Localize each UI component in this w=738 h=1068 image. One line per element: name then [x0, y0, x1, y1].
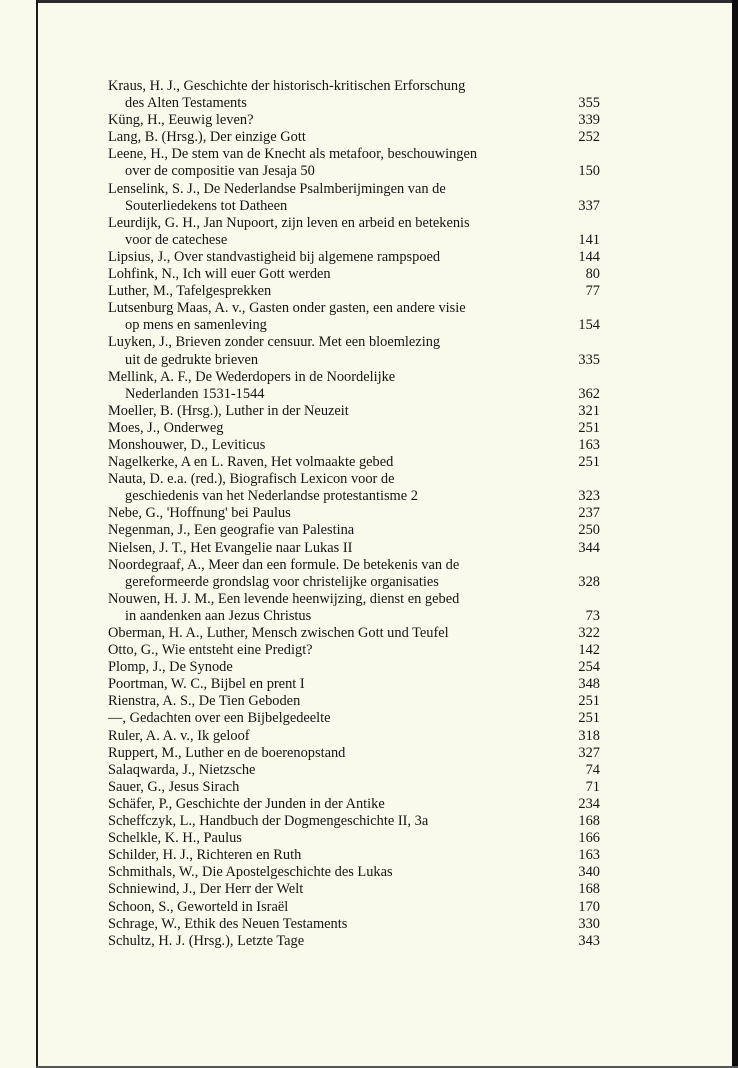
book-index-list: [108, 78, 600, 950]
index-entry: [108, 625, 600, 642]
entry-page-number: 328: [578, 573, 600, 590]
index-entry: [108, 642, 600, 659]
index-entry: [108, 454, 600, 471]
entry-page-number: 335: [578, 351, 600, 368]
entry-title: Nagelkerke, A en L. Raven, Het volmaakte gebed: [108, 454, 394, 471]
entry-title-continuation: geschiedenis van het Nederlandse protestantisme 2: [125, 488, 418, 505]
entry-page-number: 142: [578, 642, 600, 659]
entry-title: Moeller, B. (Hrsg.), Luther in der Neuzeit: [108, 402, 349, 419]
entry-title: Schelkle, K. H., Paulus: [108, 830, 242, 847]
entry-page-number: 168: [578, 813, 600, 830]
index-entry: [108, 420, 600, 437]
entry-title-continuation: over de compositie van Jesaja 50: [125, 163, 315, 180]
index-entry: [108, 779, 600, 796]
index-entry: [108, 471, 600, 505]
index-entry: [108, 283, 600, 300]
index-entry: [108, 916, 600, 933]
entry-title: Schrage, W., Ethik des Neuen Testaments: [108, 915, 348, 932]
entry-page-number: 251: [578, 710, 600, 727]
entry-page-number: 318: [578, 727, 600, 744]
entry-title: Monshouwer, D., Leviticus: [108, 436, 266, 453]
index-entry: [108, 728, 600, 745]
entry-page-number: 340: [578, 864, 600, 881]
entry-title: Schmithals, W., Die Apostelgeschichte des Lukas: [108, 864, 393, 881]
entry-page-number: 77: [585, 283, 600, 300]
index-entry: [108, 437, 600, 454]
index-entry: [108, 745, 600, 762]
entry-title: Poortman, W. C., Bijbel en prent I: [108, 676, 305, 693]
index-entry: [108, 215, 600, 249]
index-entry: [108, 334, 600, 368]
entry-title: Lang, B. (Hrsg.), Der einzige Gott: [108, 129, 306, 146]
entry-title: Scheffczyk, L., Handbuch der Dogmengeschichte II, 3a: [108, 813, 429, 830]
entry-title: —, Gedachten over een Bijbelgedeelte: [108, 710, 331, 727]
index-entry: [108, 830, 600, 847]
entry-page-number: 71: [585, 778, 600, 795]
entry-title: Lohfink, N., Ich will euer Gott werden: [108, 266, 331, 283]
entry-title: Schniewind, J., Der Herr der Welt: [108, 881, 304, 898]
index-entry: [108, 540, 600, 557]
entry-page-number: 251: [578, 419, 600, 436]
index-entry: [108, 881, 600, 898]
entry-title: Lipsius, J., Over standvastigheid bij algemene rampspoed: [108, 248, 441, 265]
entry-title: Leurdijk, G. H., Jan Nupoort, zijn leven en arbeid en betekenis: [108, 214, 470, 231]
entry-page-number: 251: [578, 454, 600, 471]
index-entry: [108, 659, 600, 676]
index-entry: [108, 112, 600, 129]
index-entry: [108, 813, 600, 830]
index-entry: [108, 522, 600, 539]
entry-title: Nebe, G., 'Hoffnung' bei Paulus: [108, 505, 291, 522]
entry-page-number: 348: [578, 676, 600, 693]
index-entry: [108, 266, 600, 283]
entry-title: Ruler, A. A. v., Ik geloof: [108, 727, 250, 744]
entry-title: Moes, J., Onderweg: [108, 419, 224, 436]
entry-title: Oberman, H. A., Luther, Mensch zwischen Gott und Teufel: [108, 625, 449, 641]
index-entry: [108, 933, 600, 950]
entry-title: Leene, H., De stem van de Knecht als metafoor, beschouwingen: [108, 146, 478, 163]
index-entry: [108, 591, 600, 625]
entry-title: Luther, M., Tafelgesprekken: [108, 283, 272, 300]
entry-page-number: 74: [585, 761, 600, 778]
entry-page-number: 362: [578, 385, 600, 402]
entry-page-number: 337: [578, 197, 600, 214]
entry-page-number: 252: [578, 129, 600, 146]
index-entry: [108, 249, 600, 266]
entry-title: Negenman, J., Een geografie van Palestina: [108, 522, 355, 539]
index-entry: [108, 403, 600, 420]
entry-page-number: 323: [578, 488, 600, 505]
entry-title: Salaqwarda, J., Nietzsche: [108, 761, 256, 778]
entry-title-continuation: gereformeerde grondslag voor christelijke organisaties: [125, 573, 439, 590]
entry-page-number: 144: [578, 248, 600, 265]
entry-title: Mellink, A. F., De Wederdopers in de Noordelijke: [108, 368, 396, 385]
entry-page-number: 150: [578, 163, 600, 180]
entry-title-continuation: in aandenken aan Jezus Christus: [125, 607, 312, 624]
scan-border-right: [732, 0, 738, 1068]
entry-page-number: 339: [578, 112, 600, 129]
entry-page-number: 355: [578, 95, 600, 112]
entry-title: Schäfer, P., Geschichte der Junden in der Antike: [108, 795, 385, 812]
entry-page-number: 168: [578, 881, 600, 898]
index-entry: [108, 181, 600, 215]
index-entry: [108, 300, 600, 334]
entry-title: Nielsen, J. T., Het Evangelie naar Lukas II: [108, 539, 353, 556]
entry-title: Noordegraaf, A., Meer dan een formule. De betekenis van de: [108, 556, 460, 573]
index-entry: [108, 693, 600, 710]
entry-title: Ruppert, M., Luther en de boerenopstand: [108, 744, 346, 761]
entry-title-continuation: Nederlanden 1531-1544: [125, 385, 265, 402]
entry-page-number: 141: [578, 231, 600, 248]
entry-title: Lutsenburg Maas, A. v., Gasten onder gasten, een andere visie: [108, 300, 466, 317]
entry-title: Nauta, D. e.a. (red.), Biografisch Lexicon voor de: [108, 471, 395, 488]
entry-page-number: 154: [578, 317, 600, 334]
index-entry: [108, 129, 600, 146]
entry-page-number: 80: [585, 266, 600, 283]
index-entry: [108, 796, 600, 813]
entry-page-number: 163: [578, 436, 600, 453]
entry-page-number: 250: [578, 522, 600, 539]
entry-page-number: 254: [578, 659, 600, 676]
index-entry: [108, 762, 600, 779]
index-entry: [108, 847, 600, 864]
index-entry: [108, 899, 600, 916]
index-entry: [108, 864, 600, 881]
entry-page-number: 321: [578, 402, 600, 419]
entry-title-continuation: Souterliedekens tot Datheen: [125, 197, 288, 214]
entry-title: Otto, G., Wie entsteht eine Predigt?: [108, 642, 313, 659]
entry-title: Schoon, S., Geworteld in Israël: [108, 898, 289, 915]
entry-page-number: 166: [578, 830, 600, 847]
entry-page-number: 322: [578, 625, 600, 641]
entry-page-number: 73: [585, 607, 600, 624]
index-entry: [108, 557, 600, 591]
entry-title: Nouwen, H. J. M., Een levende heenwijzing, dienst en gebed: [108, 590, 460, 607]
entry-page-number: 170: [578, 898, 600, 915]
entry-title-continuation: voor de catechese: [125, 231, 228, 248]
entry-title-continuation: op mens en samenleving: [125, 317, 267, 334]
entry-title: Sauer, G., Jesus Sirach: [108, 778, 240, 795]
entry-page-number: 234: [578, 795, 600, 812]
scan-border-left: [36, 0, 38, 1068]
entry-title-continuation: uit de gedrukte brieven: [125, 351, 259, 368]
entry-page-number: 330: [578, 915, 600, 932]
index-entry: [108, 78, 600, 112]
index-entry: [108, 146, 600, 180]
index-entry: [108, 676, 600, 693]
entry-title-continuation: des Alten Testaments: [125, 95, 247, 112]
index-entry: [108, 710, 600, 727]
entry-title: Lenselink, S. J., De Nederlandse Psalmberijmingen van de: [108, 180, 446, 197]
entry-title: Kraus, H. J., Geschichte der historisch-kritischen Erforschung: [108, 78, 466, 94]
scan-border-top: [36, 0, 738, 3]
entry-title: Rienstra, A. S., De Tien Geboden: [108, 693, 301, 710]
entry-title: Schultz, H. J. (Hrsg.), Letzte Tage: [108, 932, 305, 949]
entry-page-number: 237: [578, 505, 600, 522]
entry-title: Plomp, J., De Synode: [108, 659, 233, 676]
entry-title: Schilder, H. J., Richteren en Ruth: [108, 847, 302, 864]
entry-page-number: 327: [578, 744, 600, 761]
entry-page-number: 251: [578, 693, 600, 710]
entry-title: Küng, H., Eeuwig leven?: [108, 112, 254, 129]
entry-page-number: 344: [578, 539, 600, 556]
entry-page-number: 163: [578, 847, 600, 864]
entry-title: Luyken, J., Brieven zonder censuur. Met een bloemlezing: [108, 334, 441, 351]
index-entry: [108, 505, 600, 522]
index-entry: [108, 369, 600, 403]
entry-page-number: 343: [578, 932, 600, 949]
